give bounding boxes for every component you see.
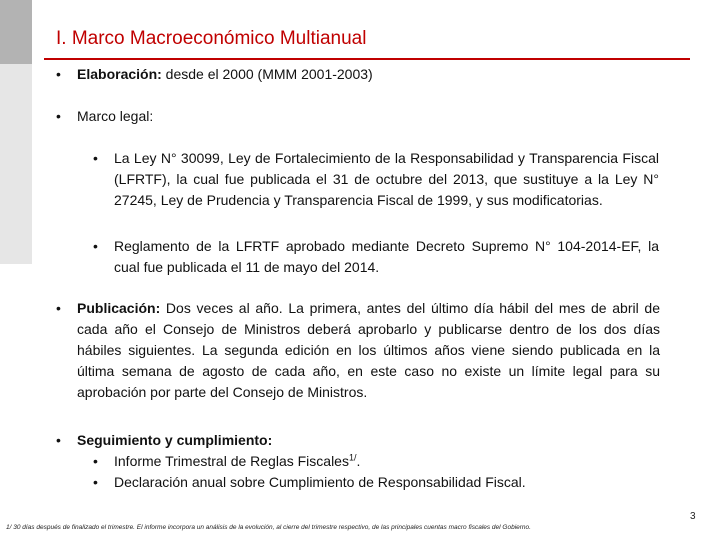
publicacion-text: Dos veces al año. La primera, antes del último día hábil del mes de abril de cada año el Consejo de Ministros deberá aprobarlo y publicarse dentro de los dos días hábiles siguientes. La segunda edición en los últimos años viene siendo publicada en la última semana de agosto de cada año, en este caso no existe un límite legal para su aprobación por parte del Consejo de Ministros. bbox=[77, 300, 660, 400]
sub-bullet-reglamento bbox=[93, 236, 659, 278]
bullet-icon: • bbox=[56, 108, 61, 124]
marco-legal-item-text: Reglamento de la LFRTF aprobado mediante Decreto Supremo N° 104-2014-EF, la cual fue publicada el 11 de mayo del 2014. bbox=[114, 238, 659, 275]
footnote: 1/ 30 días después de finalizado el trimestre. El informe incorpora un análisis de la evolución, al cierre del trimestre respectivo, de las principales cuentas macro fiscales del Gobierno. bbox=[6, 524, 531, 531]
decorative-side-bar-dark bbox=[0, 0, 32, 64]
page-number: 3 bbox=[690, 511, 696, 522]
seguimiento-label: Seguimiento y cumplimiento: bbox=[77, 432, 273, 448]
bullet-icon: • bbox=[56, 300, 61, 316]
elaboracion-label: Elaboración: bbox=[77, 66, 162, 82]
bullet-seguimiento bbox=[56, 430, 670, 452]
seguimiento-item-text: Informe Trimestral de Reglas Fiscales bbox=[114, 453, 349, 469]
bullet-icon: • bbox=[56, 432, 61, 448]
bullet-icon: • bbox=[56, 66, 61, 82]
seguimiento-item-text: Declaración anual sobre Cumplimiento de Responsabilidad Fiscal. bbox=[114, 474, 526, 490]
footnote-marker: 1/ bbox=[348, 452, 357, 463]
sub-bullet-ley-30099 bbox=[93, 148, 659, 232]
slide-title: I. Marco Macroeconómico Multianual bbox=[56, 28, 367, 49]
marco-legal-item-text: La Ley N° 30099, Ley de Fortalecimiento de la Responsabilidad y Transparencia Fiscal (LFRTF), la cual fue publicada el 31 de octubre del 2013, que sustituye a la Ley N° 27245, Ley de Prudencia y Transparencia Fiscal de 1999, y sus modificatorias. bbox=[114, 150, 659, 208]
decorative-side-bar-light bbox=[0, 64, 32, 264]
sub-bullet-declaracion-anual bbox=[93, 472, 659, 494]
elaboracion-text: desde el 2000 (MMM 2001-2003) bbox=[161, 66, 373, 82]
marco-legal-label: Marco legal: bbox=[77, 108, 154, 124]
bullet-icon: • bbox=[93, 150, 98, 166]
publicacion-label: Publicación: bbox=[77, 300, 161, 316]
bullet-publicacion bbox=[56, 298, 660, 406]
bullet-icon: • bbox=[93, 238, 98, 254]
bullet-icon: • bbox=[93, 474, 98, 490]
sub-bullet-informe-trimestral: • Informe Trimestral de Reglas Fiscales$^{1/}$. bbox=[93, 451, 659, 473]
title-underline bbox=[44, 58, 690, 60]
bullet-marco-legal bbox=[56, 106, 670, 128]
bullet-icon: • bbox=[93, 453, 98, 469]
bullet-elaboracion bbox=[56, 64, 670, 86]
